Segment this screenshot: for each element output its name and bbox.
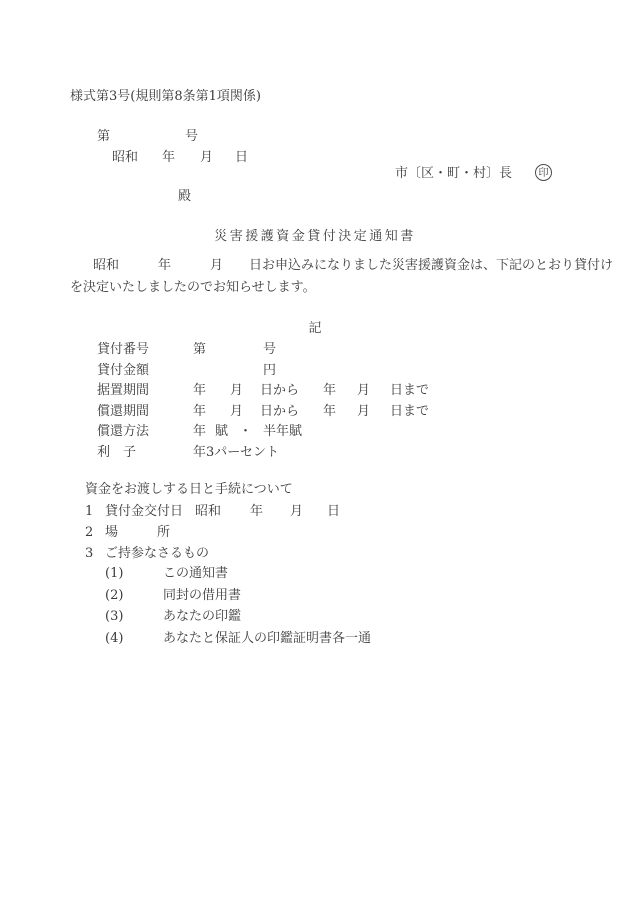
issue-date-era: 昭和 xyxy=(112,150,139,165)
bring-item-4 xyxy=(0,630,630,648)
procedure-item-3 xyxy=(0,545,630,563)
item1-day: 日 xyxy=(327,504,341,519)
document-title: 災害援護資金貸付決定通知書 xyxy=(214,229,416,244)
bring3-no: (3) xyxy=(105,609,124,624)
deferment-from-month: 月 xyxy=(230,383,244,398)
item2-no: 2 xyxy=(85,525,94,540)
procedure-item-2 xyxy=(0,524,630,542)
deferment-from-day: 日から xyxy=(260,383,300,398)
repayment-label: 償還期間 xyxy=(97,404,150,419)
issuer-title: 市〔区・町・村〕長 xyxy=(395,166,513,181)
record-row-loan-number xyxy=(0,341,630,359)
bring-item-3 xyxy=(0,608,630,626)
doc-number-prefix: 第 xyxy=(97,129,111,144)
record-marker: 記 xyxy=(308,321,322,336)
loan-number-prefix: 第 xyxy=(193,342,207,357)
body-paragraph-line1: 昭和 年 月 日お申込みになりました災害援護資金は、下記のとおり貸付け xyxy=(93,258,614,273)
method-dot: ・ xyxy=(239,424,253,439)
deferment-from-year: 年 xyxy=(193,383,207,398)
deferment-to-month: 月 xyxy=(357,383,371,398)
item1-label: 貸付金交付日 xyxy=(105,504,184,519)
doc-number-unit: 号 xyxy=(185,129,199,144)
procedure-heading: 資金をお渡しする日と手続について xyxy=(85,482,293,497)
repayment-from-day: 日から xyxy=(260,404,300,419)
method-fu: 賦 xyxy=(215,424,229,439)
item3-label: ご持参なさるもの xyxy=(105,546,210,561)
item2-label: 場 所 xyxy=(105,525,171,540)
deferment-to-day: 日まで xyxy=(390,383,430,398)
repayment-to-day: 日まで xyxy=(390,404,430,419)
item1-no: 1 xyxy=(85,504,94,519)
deferment-to-year: 年 xyxy=(323,383,337,398)
loan-number-unit: 号 xyxy=(263,342,277,357)
interest-label: 利 子 xyxy=(97,445,137,460)
item1-month: 月 xyxy=(290,504,304,519)
addressee-suffix: 殿 xyxy=(178,189,192,204)
repayment-to-year: 年 xyxy=(323,404,337,419)
repayment-to-month: 月 xyxy=(357,404,371,419)
bring-item-2 xyxy=(0,587,630,605)
method-semiannual: 半年賦 xyxy=(263,424,303,439)
form-number: 様式第3号(規則第8条第1項関係) xyxy=(70,89,261,104)
repayment-from-month: 月 xyxy=(230,404,244,419)
doc-number-row xyxy=(0,128,630,146)
issue-date-day: 日 xyxy=(235,150,249,165)
loan-number-label: 貸付番号 xyxy=(97,342,150,357)
item1-era: 昭和 xyxy=(195,504,222,519)
body-paragraph-line2: を決定いたしましたのでお知らせします。 xyxy=(70,280,316,295)
bring1-text: この通知書 xyxy=(163,566,229,581)
bring1-no: (1) xyxy=(105,566,124,581)
mayor-seal-stamp: 印 xyxy=(535,164,552,181)
bring2-no: (2) xyxy=(105,588,124,603)
bring3-text: あなたの印鑑 xyxy=(163,609,242,624)
item3-no: 3 xyxy=(85,546,94,561)
record-row-repayment-method xyxy=(0,423,630,441)
interest-value: 年3パーセント xyxy=(193,445,280,460)
record-row-repayment-period xyxy=(0,403,630,421)
record-row-interest xyxy=(0,444,630,462)
bring-item-1 xyxy=(0,565,630,583)
deferment-label: 据置期間 xyxy=(97,383,150,398)
item1-year: 年 xyxy=(250,504,264,519)
bring2-text: 同封の借用書 xyxy=(163,588,242,603)
bring4-text: あなたと保証人の印鑑証明書各一通 xyxy=(163,631,372,646)
loan-amount-unit: 円 xyxy=(263,363,277,378)
record-row-deferment-period xyxy=(0,382,630,400)
method-annual: 年 xyxy=(193,424,207,439)
method-label: 償還方法 xyxy=(97,424,150,439)
repayment-from-year: 年 xyxy=(193,404,207,419)
loan-amount-label: 貸付金額 xyxy=(97,363,150,378)
bring4-no: (4) xyxy=(105,631,124,646)
issue-date-month: 月 xyxy=(200,150,214,165)
issue-date-year: 年 xyxy=(162,150,176,165)
record-row-loan-amount xyxy=(0,362,630,380)
procedure-item-1 xyxy=(0,503,630,521)
